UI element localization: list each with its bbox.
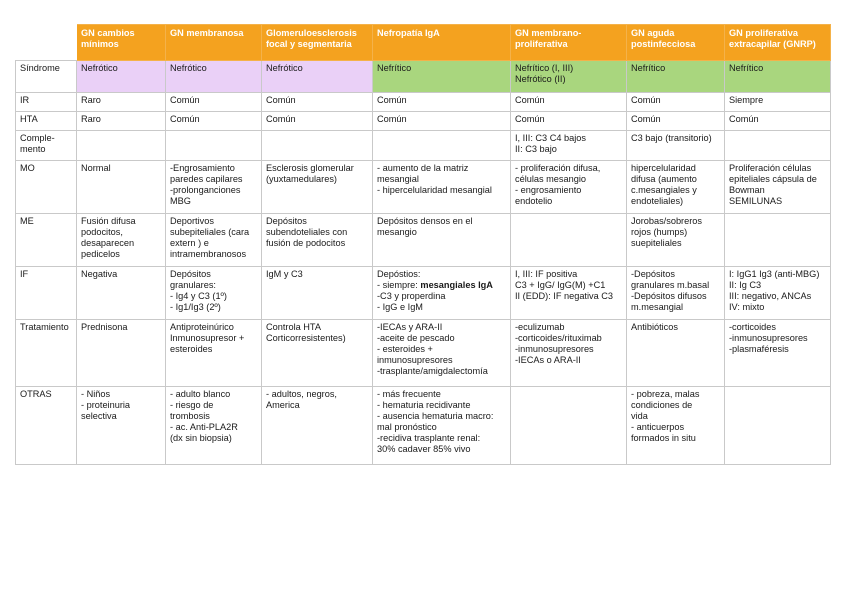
cell-line: mal pronóstico [377, 422, 437, 432]
cell-line: - aumento de la matriz [377, 163, 469, 173]
cell-line: (yuxtamedulares) [266, 174, 337, 184]
cell-line: m.mesangial [631, 302, 684, 312]
cell-line: hipercelularidad [631, 163, 696, 173]
cell-me-4 [373, 214, 511, 267]
cell-line: inmunosupresores [377, 355, 453, 365]
cell-mo-4 [373, 161, 511, 214]
cell-line: -recidiva trasplante renal: [377, 433, 481, 443]
glomerulonephritis-comparison-table [15, 24, 831, 465]
cell-mo-1 [77, 161, 166, 214]
cell-line: - Ig4 y C3 (1º) [170, 291, 227, 301]
cell-line: Corticorresistentes) [266, 333, 346, 343]
header-nefropatia-iga: Nefropatía IgA [373, 25, 511, 61]
header-gn-membranoproliferativa: GN membrano-proliferativa [511, 25, 627, 61]
cell-line: pedicelos [81, 249, 120, 259]
cell-line: granulares: [170, 280, 216, 290]
cell-line: Común [266, 95, 296, 105]
cell-line: Antibióticos [631, 322, 678, 332]
cell-line: - hipercelularidad mesangial [377, 185, 492, 195]
cell-mo-2 [166, 161, 262, 214]
cell-line: Nefrótico [170, 63, 207, 73]
cell-line: Común [170, 114, 200, 124]
header-row [16, 25, 831, 61]
cell-line: intramembranosos [170, 249, 247, 259]
cell-line: Deportivos [170, 216, 214, 226]
cell-line: -aceite de pescado [377, 333, 455, 343]
cell-sindrome-6 [627, 61, 725, 93]
row-label-tratamiento: Tratamiento [16, 320, 77, 387]
row-tratamiento [16, 320, 831, 387]
cell-line: Negativa [81, 269, 118, 279]
cell-line: -prolonganciones [170, 185, 241, 195]
cell-line: Depósitos densos en el [377, 216, 473, 226]
header-corner [16, 25, 77, 61]
cell-line: III: negativo, ANCAs [729, 291, 812, 301]
cell-line: Común [377, 114, 407, 124]
cell-line: - riesgo de [170, 400, 214, 410]
cell-line: Normal [81, 163, 111, 173]
cell-line: Común [631, 95, 661, 105]
cell-line: Nefrítico [729, 63, 764, 73]
cell-line: I: IgG1 Ig3 (anti-MBG) [729, 269, 820, 279]
cell-line: endoteliales) [631, 196, 684, 206]
if-iga-rest [377, 291, 507, 313]
cell-line: Raro [81, 114, 101, 124]
cell-me-5 [511, 214, 627, 267]
cell-line: 30% cadaver 85% vivo [377, 444, 471, 454]
cell-sindrome-2 [166, 61, 262, 93]
cell-complemento-2 [166, 131, 262, 161]
cell-if-1 [77, 267, 166, 320]
cell-line: Bowman [729, 185, 765, 195]
row-hta [16, 112, 831, 131]
row-me [16, 214, 831, 267]
cell-ir-6 [627, 93, 725, 112]
cell-if-4 [373, 267, 511, 320]
cell-complemento-4 [373, 131, 511, 161]
cell-hta-4 [373, 112, 511, 131]
cell-complemento-3 [262, 131, 373, 161]
cell-line: c.mesangiales y [631, 185, 697, 195]
row-ir [16, 93, 831, 112]
cell-line: -Depósitos difusos [631, 291, 707, 301]
row-complemento [16, 131, 831, 161]
cell-mo-5 [511, 161, 627, 214]
if-iga-line-1: Depóstios: [377, 269, 421, 279]
row-label-me: ME [16, 214, 77, 267]
cell-line: Común [515, 114, 545, 124]
cell-line: Nefrítico [377, 63, 412, 73]
cell-me-2 [166, 214, 262, 267]
cell-otras-1 [77, 387, 166, 465]
row-label-if: IF [16, 267, 77, 320]
row-label-mo: MO [16, 161, 77, 214]
cell-tratamiento-6 [627, 320, 725, 387]
cell-tratamiento-2 [166, 320, 262, 387]
cell-line: -Engrosamiento [170, 163, 235, 173]
cell-ir-5 [511, 93, 627, 112]
cell-line: podocitos, [81, 227, 123, 237]
cell-me-7 [725, 214, 831, 267]
cell-line: -IECAs y ARA-II [377, 322, 443, 332]
row-mo [16, 161, 831, 214]
cell-line: difusa (aumento [631, 174, 697, 184]
cell-ir-2 [166, 93, 262, 112]
cell-line: Nefrítico [631, 63, 666, 73]
cell-tratamiento-5 [511, 320, 627, 387]
cell-line: C3 bajo (transitorio) [631, 133, 712, 143]
cell-line: Raro [81, 95, 101, 105]
cell-line: Nefrótico (II) [515, 74, 566, 84]
cell-otras-6 [627, 387, 725, 465]
cell-line: Esclerosis glomerular [266, 163, 354, 173]
cell-line: -C3 y properdina [377, 291, 446, 301]
cell-line: -corticoides/rituximab [515, 333, 602, 343]
cell-sindrome-7 [725, 61, 831, 93]
cell-line: SEMILUNAS [729, 196, 783, 206]
cell-mo-7 [725, 161, 831, 214]
cell-complemento-6 [627, 131, 725, 161]
cell-line: Común [266, 114, 296, 124]
cell-line: IgM y C3 [266, 269, 303, 279]
cell-mo-6 [627, 161, 725, 214]
cell-line: - engrosamiento [515, 185, 582, 195]
cell-line: Común [377, 95, 407, 105]
row-sindrome [16, 61, 831, 93]
cell-line: II: C3 bajo [515, 144, 557, 154]
cell-ir-1 [77, 93, 166, 112]
cell-line: I, III: C3 C4 bajos [515, 133, 586, 143]
if-iga-line-2 [377, 280, 507, 291]
cell-complemento-1 [77, 131, 166, 161]
header-glomeruloesclerosis: Glomeruloesclerosis focal y segmentaria [262, 25, 373, 61]
cell-line: MBG [170, 196, 191, 206]
row-otras [16, 387, 831, 465]
cell-line: Común [631, 114, 661, 124]
cell-line: -IECAs o ARA-II [515, 355, 581, 365]
cell-line: - ausencia hematuria macro: [377, 411, 494, 421]
header-gn-cambios-minimos: GN cambios mínimos [77, 25, 166, 61]
cell-line: -trasplante/amigdalectomía [377, 366, 488, 376]
cell-line: (dx sin biopsia) [170, 433, 232, 443]
cell-line: Nefrótico [81, 63, 118, 73]
cell-tratamiento-7 [725, 320, 831, 387]
cell-line: -inmunosupresores [515, 344, 594, 354]
cell-otras-4 [373, 387, 511, 465]
cell-tratamiento-1 [77, 320, 166, 387]
cell-ir-3 [262, 93, 373, 112]
cell-line: rojos (humps) [631, 227, 688, 237]
row-label-otras: OTRAS [16, 387, 77, 465]
cell-line: -plasmaféresis [729, 344, 789, 354]
cell-if-6 [627, 267, 725, 320]
cell-tratamiento-3 [262, 320, 373, 387]
cell-otras-3 [262, 387, 373, 465]
cell-line: subepiteliales (cara [170, 227, 250, 237]
cell-line: - anticuerpos [631, 422, 685, 432]
header-gn-membranosa: GN membranosa [166, 25, 262, 61]
cell-if-7 [725, 267, 831, 320]
cell-line: -Depósitos [631, 269, 675, 279]
cell-line: - adultos, negros, [266, 389, 337, 399]
row-label-ir: IR [16, 93, 77, 112]
cell-otras-7 [725, 387, 831, 465]
cell-line: mesangial [377, 174, 419, 184]
cell-line: células mesangio [515, 174, 586, 184]
cell-line: - más frecuente [377, 389, 441, 399]
cell-line: - proliferación difusa, [515, 163, 601, 173]
if-iga-prefix: - siempre: [377, 280, 421, 290]
cell-line: - IgG e IgM [377, 302, 423, 312]
cell-line: -inmunosupresores [729, 333, 808, 343]
cell-otras-2 [166, 387, 262, 465]
cell-line: epiteliales cápsula de [729, 174, 817, 184]
cell-line: formados in situ [631, 433, 696, 443]
cell-me-6 [627, 214, 725, 267]
row-if [16, 267, 831, 320]
cell-line: Depósitos [170, 269, 211, 279]
cell-line: mesangio [377, 227, 417, 237]
cell-otras-5 [511, 387, 627, 465]
cell-complemento-5 [511, 131, 627, 161]
cell-sindrome-4 [373, 61, 511, 93]
cell-me-1 [77, 214, 166, 267]
cell-line: Controla HTA [266, 322, 321, 332]
cell-line: - pobreza, malas [631, 389, 700, 399]
cell-hta-7 [725, 112, 831, 131]
cell-line: -eculizumab [515, 322, 565, 332]
cell-line: Inmunosupresor + [170, 333, 245, 343]
cell-line: II: Ig C3 [729, 280, 762, 290]
cell-line: Común [729, 114, 759, 124]
cell-line: Nefrótico [266, 63, 303, 73]
cell-line: mento [20, 144, 46, 154]
row-label-hta: HTA [16, 112, 77, 131]
cell-if-3 [262, 267, 373, 320]
cell-line: II (EDD): IF negativa C3 [515, 291, 614, 301]
cell-mo-3 [262, 161, 373, 214]
cell-line: C3 + IgG/ IgG(M) +C1 [515, 280, 606, 290]
cell-ir-4 [373, 93, 511, 112]
cell-hta-6 [627, 112, 725, 131]
cell-line: - ac. Anti-PLA2R [170, 422, 238, 432]
cell-line: esteroides [170, 344, 213, 354]
cell-line: fusión de podocitos [266, 238, 346, 248]
cell-hta-5 [511, 112, 627, 131]
cell-line: Nefrítico (I, III) [515, 63, 574, 73]
cell-sindrome-1 [77, 61, 166, 93]
cell-line: vida [631, 411, 648, 421]
cell-if-2 [166, 267, 262, 320]
row-label-sindrome: Síndrome [16, 61, 77, 93]
cell-me-3 [262, 214, 373, 267]
cell-line: Prednisona [81, 322, 128, 332]
cell-line: - hematuria recidivante [377, 400, 471, 410]
cell-line: - adulto blanco [170, 389, 231, 399]
cell-tratamiento-4 [373, 320, 511, 387]
row-label-complemento [16, 131, 77, 161]
cell-line: paredes capilares [170, 174, 243, 184]
cell-line: Fusión difusa [81, 216, 136, 226]
cell-line: Depósitos [266, 216, 307, 226]
if-iga-bold: mesangiales IgA [420, 280, 493, 290]
cell-line: Común [170, 95, 200, 105]
cell-sindrome-5 [511, 61, 627, 93]
cell-line: America [266, 400, 300, 410]
cell-line: granulares m.basal [631, 280, 710, 290]
cell-if-5 [511, 267, 627, 320]
cell-sindrome-3 [262, 61, 373, 93]
cell-line: endotelio [515, 196, 553, 206]
cell-line: Siempre [729, 95, 764, 105]
cell-line: extern ) e [170, 238, 209, 248]
cell-line: subendoteliales con [266, 227, 348, 237]
cell-line: suepiteliales [631, 238, 682, 248]
cell-line: -corticoides [729, 322, 776, 332]
cell-line: - Ig1/Ig3 (2º) [170, 302, 221, 312]
header-gn-proliferativa-extracapilar: GN proliferativa extracapilar (GNRP) [725, 25, 831, 61]
cell-hta-3 [262, 112, 373, 131]
cell-line: I, III: IF positiva [515, 269, 578, 279]
cell-line: - Niños [81, 389, 111, 399]
cell-complemento-7 [725, 131, 831, 161]
cell-line: Comple- [20, 133, 55, 143]
cell-line: condiciones de [631, 400, 693, 410]
cell-ir-7 [725, 93, 831, 112]
cell-hta-1 [77, 112, 166, 131]
cell-line: Proliferación células [729, 163, 812, 173]
cell-line: Común [515, 95, 545, 105]
cell-line: Jorobas/sobreros [631, 216, 702, 226]
header-gn-aguda-postinfecciosa: GN aguda postinfecciosa [627, 25, 725, 61]
cell-hta-2 [166, 112, 262, 131]
cell-line: selectiva [81, 411, 117, 421]
cell-line: Antiproteinúrico [170, 322, 234, 332]
cell-line: - proteinuria [81, 400, 131, 410]
cell-line: IV: mixto [729, 302, 765, 312]
cell-line: trombosis [170, 411, 210, 421]
cell-line: - esteroides + [377, 344, 433, 354]
cell-line: desaparecen [81, 238, 135, 248]
